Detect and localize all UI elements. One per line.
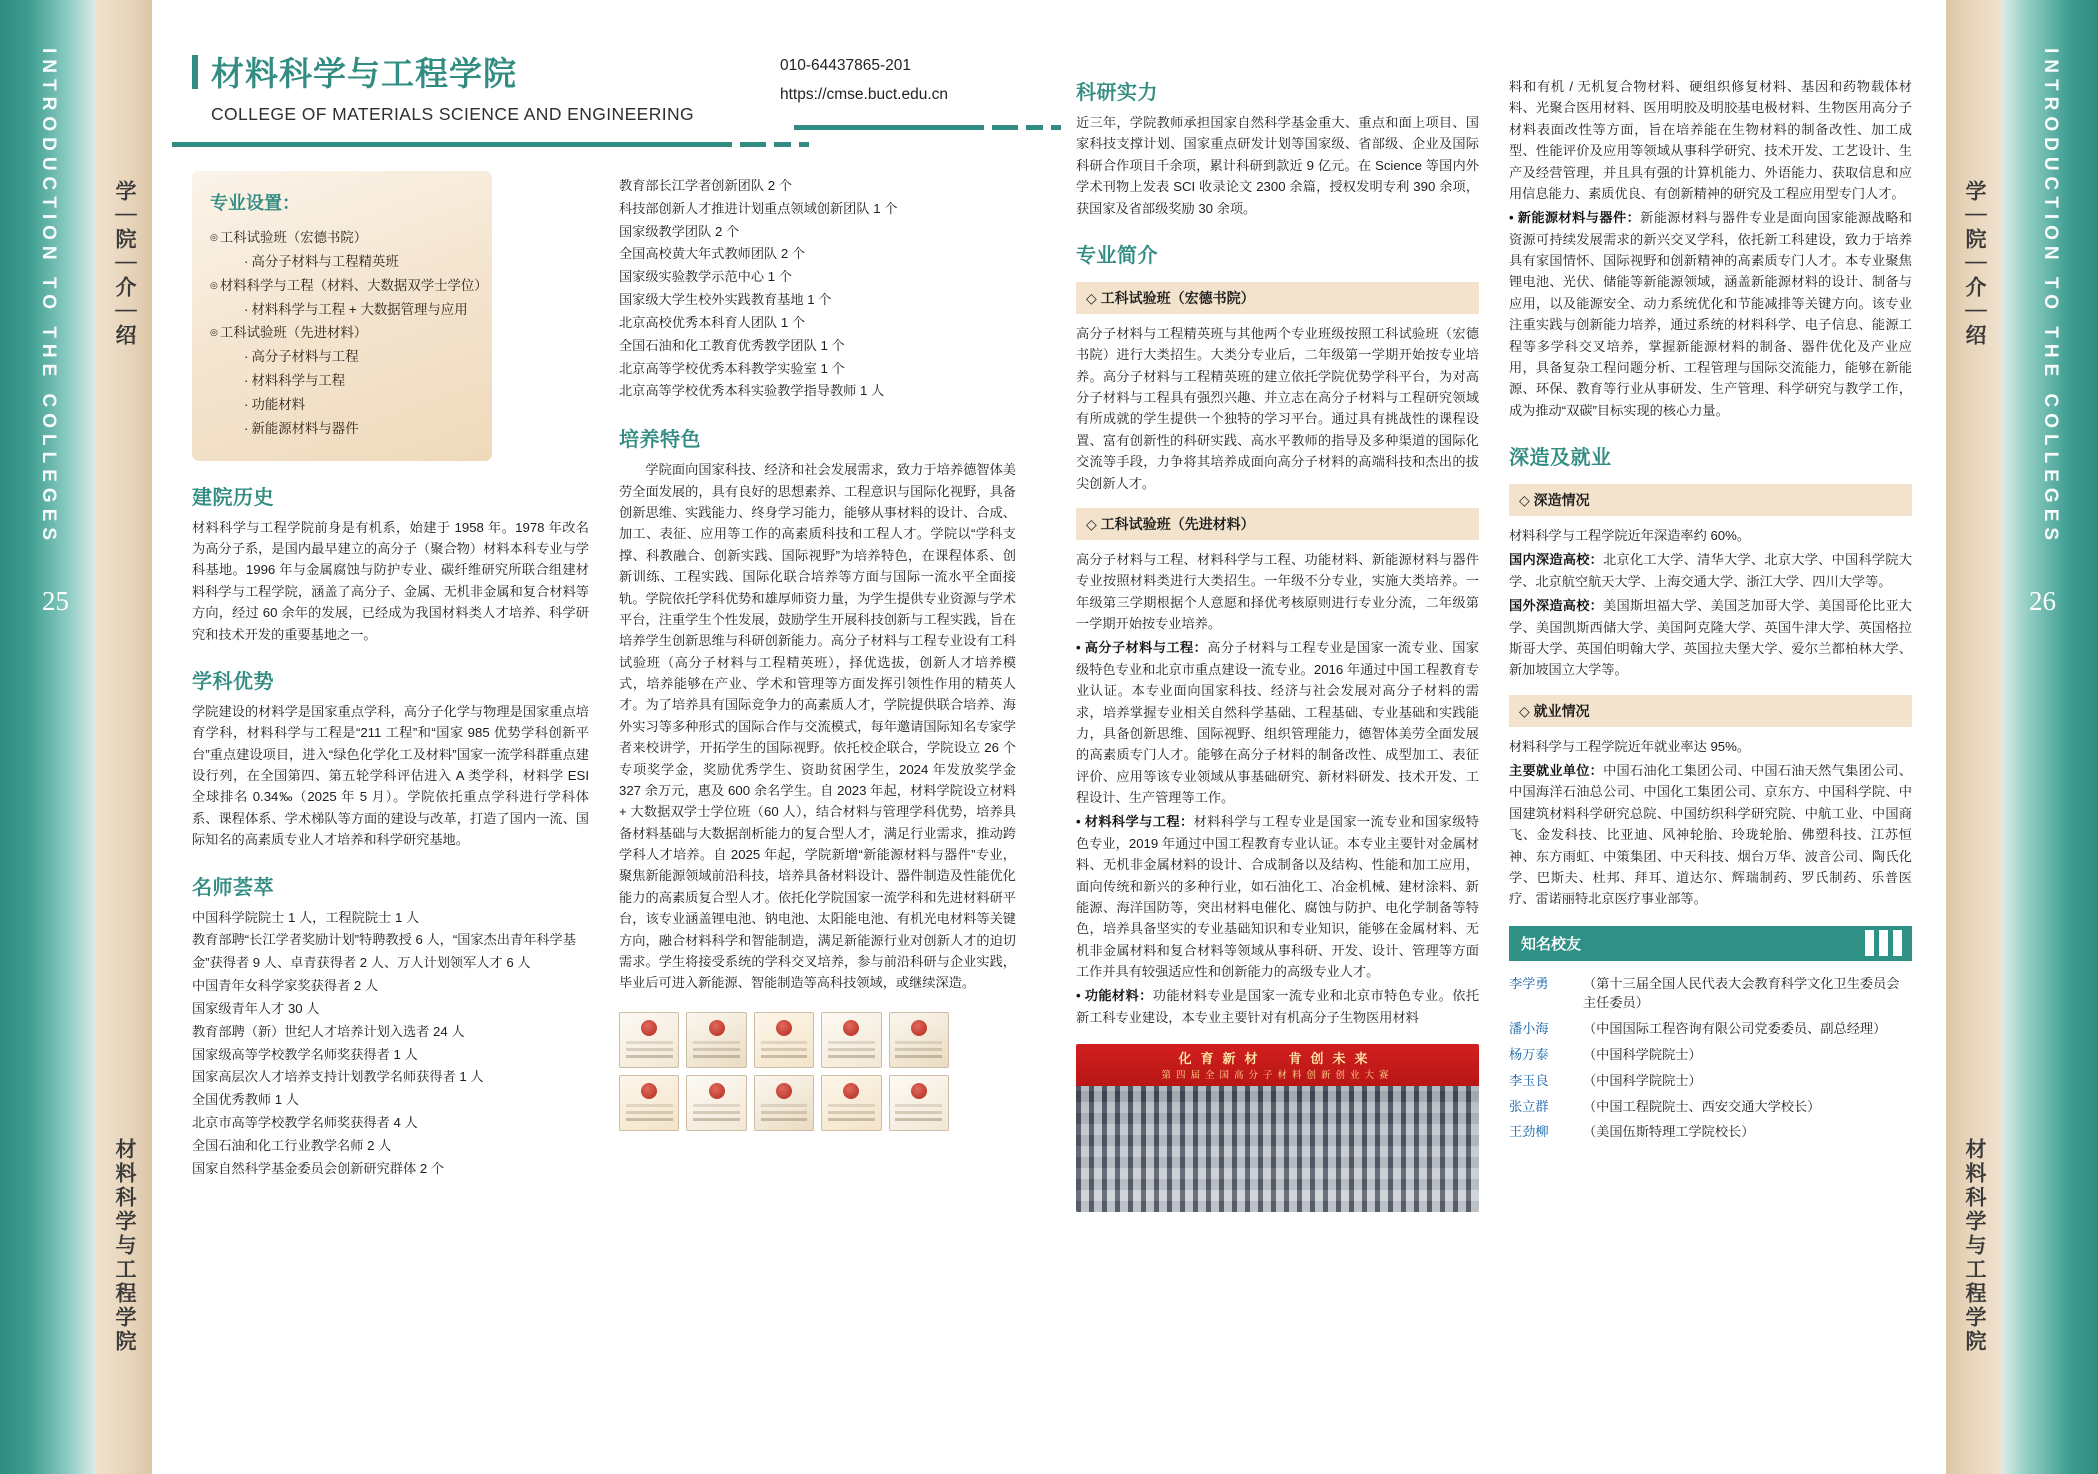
faculty-item: 全国石油和化工行业教学名师 2 人: [192, 1137, 392, 1153]
history-paragraph: 材料科学与工程学院前身是有机系，始建于 1958 年。1978 年改名为高分子系，是国内最早建立的高分子（聚合物）材料本科专业与学科基地。1996 年与金属腐蚀与防护专业、碳纤维研究所联合组建材料科学与工程学院，涵盖了高分子、金属、无机非金属和复合材料等方向，经过 60 余年的发展，已经成为我国材料类人才培养、科学研究和技术开发的重要基地之一。: [192, 519, 589, 642]
major-functional-text: 功能材料专业是国家一流专业和北京市特色专业。依托新工科专业建设，本专业主要针对有机高分子生物医用材料: [1076, 988, 1480, 1025]
certificate-thumb: [821, 1012, 881, 1068]
advantage-heading: 学科优势: [192, 670, 274, 693]
right-tan-strip: [1946, 0, 2002, 1474]
table-row: [1509, 971, 1912, 1017]
certificate-thumb: [619, 1012, 679, 1068]
contact-phone: 010-64437865-201: [780, 57, 912, 74]
photo-banner-line2: 第四届全国高分子材料创新创业大赛: [1161, 1070, 1394, 1082]
overseas-schools-text: 美国斯坦福大学、美国芝加哥大学、美国哥伦比亚大学、美国凯斯西储大学、美国阿克隆大学、英国牛津大学、英国格拉斯哥大学、英国伯明翰大学、英国拉夫堡大学、爱尔兰都柏林大学、新加坡国立大学等。: [1509, 598, 1912, 678]
faculty-item: 国家自然科学基金委员会创新研究群体 2 个: [192, 1160, 445, 1176]
right-page-column-2: [1509, 76, 1912, 1212]
alumni-band-dashes: [1865, 926, 1902, 961]
major-mse-title: • 材料科学与工程：: [1076, 814, 1194, 830]
header-rule: [172, 139, 1056, 149]
domestic-schools-text: 北京化工大学、清华大学、北京大学、中国科学院大学、北京航空航天大学、上海交通大学、浙江大学、四川大学等。: [1509, 552, 1912, 589]
major-item: · 材料科学与工程 + 大数据管理与应用: [210, 298, 474, 322]
faculty-heading: 名师荟萃: [192, 876, 274, 899]
title-accent-bar: [192, 55, 198, 89]
major-newenergy-title: • 新能源材料与器件：: [1509, 210, 1641, 226]
faculty-item: 国家级高等学校教学名师奖获得者 1 人: [192, 1046, 418, 1062]
major-newenergy-block: [1509, 207, 1912, 421]
certificate-thumb: [619, 1075, 679, 1131]
major-item: · 高分子材料与工程: [210, 345, 474, 369]
further-study-heading: 深造及就业: [1509, 447, 1612, 469]
table-row: [1509, 1119, 1912, 1145]
table-row: [1509, 1068, 1912, 1094]
major-item: ◎ 工科试验班（宏德书院）: [210, 226, 474, 250]
right-page-columns: [1056, 76, 1946, 1212]
left-tan-strip: [96, 0, 152, 1474]
certificate-thumb: [754, 1075, 814, 1131]
faculty-item: 国家级青年人才 30 人: [192, 1000, 320, 1016]
certificate-thumb: [889, 1075, 949, 1131]
major-item: ◎ 材料科学与工程（材料、大数据双学士学位）: [210, 274, 474, 298]
employers-label: 主要就业单位：: [1509, 763, 1604, 778]
alumni-name: 李玉良: [1509, 1072, 1549, 1088]
employers-block: [1509, 760, 1912, 910]
major-item: · 材料科学与工程: [210, 369, 474, 393]
group-photo: [1076, 1044, 1479, 1212]
faculty-item: 中国青年女科学家奖获得者 2 人: [192, 978, 379, 994]
major-polymer-block: [1076, 637, 1479, 808]
right-edge-strip: [2002, 0, 2098, 1474]
major-polymer-title: • 高分子材料与工程：: [1076, 640, 1208, 656]
majors-card: [192, 171, 492, 461]
employers-text: 中国石油化工集团公司、中国石油天然气集团公司、中国海洋石油总公司、中国化工集团公司、京东方、中国科学院、中国建筑材料科学研究总院、中国纺织科学研究院、中航工业、中国商飞、金发科技、比亚迪、风神轮胎、玲珑轮胎、佛塑科技、江苏恒神、东方雨虹、中策集团、中天科技、烟台万华、波音公司、陶氏化学、巴斯夫、杜邦、拜耳、道达尔、辉瑞制药、罗氏制药、乐普医疗、雷诺丽特北京医疗事业部等。: [1509, 763, 1912, 907]
faculty-item: 国家高层次人才培养支持计划教学名师获得者 1 人: [192, 1069, 484, 1085]
page-number-right: 26: [2029, 586, 2056, 616]
left-edge-strip: [0, 0, 96, 1474]
alumni-table: [1509, 971, 1912, 1146]
alumni-desc: （中国国际工程咨询有限公司党委委员、副总经理）: [1583, 1021, 1887, 1037]
photo-banner-line1: 化育新材 肯创未来: [1178, 1051, 1377, 1067]
table-row: [1509, 1094, 1912, 1120]
advantage-paragraph: 学院建设的材料学是国家重点学科，高分子化学与物理是国家重点培育学科，材料科学与工程是“211 工程”和“国家 985 优势学科创新平台”重点建设项目，进入“绿色化学化工及材料”国家一流学科群重点建设行列，在全国第四、第五轮学科评估进入 A 类学科，材料学 ESI 全球排名 0.34‰（2025 年 5 月）。学院依托重点学科进行学科体系、课程体系、学术梯队等方面的建设与改革，打造了国内一流、国际知名的高素质专业人才培养和科学研究基地。: [192, 703, 589, 848]
band-hongde-class: ◇ 工科试验班（宏德书院）: [1076, 282, 1479, 314]
band-advanced-materials-class: ◇ 工科试验班（先进材料）: [1076, 508, 1479, 540]
faculty-item: 教育部聘（新）世纪人才培养计划入选者 24 人: [192, 1023, 465, 1039]
certificate-thumb: [686, 1012, 746, 1068]
research-heading: 科研实力: [1076, 82, 1158, 104]
header-rule-solid: [172, 142, 732, 147]
overseas-schools-label: 国外深造高校：: [1509, 598, 1604, 614]
training-paragraph: 学院面向国家科技、经济和社会发展需求，致力于培养德智体美劳全面发展的，具有良好的思想素养、工程意识与国际化视野，具备创新思维、实践能力、终身学习能力，能够从事材料的设计、合成、加工、表征、应用等工作的高素质科技和工程人才。学院以“学科支撑、科教融合、创新实践、国际视野”为培养特色，在课程体系、创新训练、工程实践、国际化联合培养等方面与国际一流水平全面接轨。学院依托学科优势和雄厚师资力量，为学生提供专业资源与学术平台，注重学生个性发展，鼓励学生开展科技创新与工程实践，旨在培养学生创新思维与科研创新能力。高分子材料与工程专业设有工科试验班（高分子材料与工程精英班），择优选拔，创新人才培养模式，培养能够在产业、学术和管理等方面发挥引领性作用的精英人才。为了培养具有国际竞争力的高素质人才，学院提供联合培养、海外实习等多种形式的国际合作与交流模式，每年邀请国际知名专家学者来校讲学，开拓学生的国际视野。依托校企联合，学院设立 26 个专项奖学金，奖励优秀学生、资助贫困学生，2024 年发放奖学金 327 余万元，惠及 600 余名学生。自 2023 年起，材料学院设立材料 + 大数据双学士学位班（60 人），结合材料与管理学科优势，培养具备材料基础与大数据剖析能力的复合型人才，满足行业需求，推动跨学科人才培养。自 2025 年起，学院新增“新能源材料与器件”专业，聚焦新能源领域前沿科技，培养具备材料设计、器件制造及性能优化能力的高素质复合型人才。依托化学院国家一流学科和先进材料研平台，该专业涵盖锂电池、钠电池、太阳能电池、有机光电材料等关键方向，融合材料科学和智能制造，满足新能源行业对创新人才的迫切需求。学生将接受系统的学科交叉培养，参与前沿科研与企业实践，毕业后可进入新能源、智能制造等高科技领域，或继续深造。: [619, 462, 1016, 991]
faculty-item: 全国优秀教师 1 人: [192, 1092, 299, 1108]
contact-website: https://cmse.buct.edu.cn: [780, 85, 949, 103]
page-right: [1056, 0, 1946, 1474]
left-tan-college-label: 材料科学与工程学院: [113, 1138, 136, 1354]
faculty-item: 北京市高等学校教学名师奖获得者 4 人: [192, 1115, 418, 1131]
header-rule-dash-3: [799, 142, 809, 147]
alumni-name: 潘小海: [1509, 1021, 1549, 1037]
right-rule-solid: [794, 125, 984, 130]
title-cn-text: 材料科学与工程学院: [211, 55, 517, 92]
major-item: · 功能材料: [210, 393, 474, 417]
domestic-schools-label: 国内深造高校：: [1509, 552, 1604, 568]
band-employment: ◇ 就业情况: [1509, 695, 1912, 727]
team-item: 北京高等学校优秀本科实验教学指导教师 1 人: [619, 383, 885, 399]
team-item: 国家级实验教学示范中心 1 个: [619, 269, 792, 285]
right-tan-section-label: 学｜院｜介｜绍: [1963, 180, 1986, 348]
right-tan-college-label: 材料科学与工程学院: [1963, 1138, 1986, 1354]
faculty-list: [192, 907, 589, 1181]
faculty-item: 中国科学院院士 1 人，工程院院士 1 人: [192, 909, 420, 925]
major-newenergy-text: 新能源材料与器件专业是面向国家能源战略和资源可持续发展需求的新兴交叉学科，依托新工科建设，致力于培养具有家国情怀、国际视野和创新精神的高素质专门人才。本专业聚焦锂电池、光伏、储能等新能源领域，涵盖新能源材料的设计、制备与应用，以及能源安全、动力系统优化和节能减排等关键方向。该专业注重实践与创新能力培养，通过系统的材料科学、电子信息、能源工程等多学科交叉培养，掌握新能源材料的制备、器件优化及产业应用，具备复杂工程问题分析、工程管理与国际交流能力，能够在新能源、环保、教育等行业从事研发、生产管理、科学研究与教学工作，成为推动“双碳”目标实现的核心力量。: [1509, 210, 1912, 418]
majors-list: [210, 226, 488, 441]
team-item: 国家级教学团队 2 个: [619, 223, 740, 239]
contact-block: [780, 52, 948, 109]
left-page-columns: [152, 171, 1056, 1181]
certificates-gallery: [619, 1012, 949, 1131]
title-en-text: COLLEGE OF MATERIALS SCIENCE AND ENGINEERING: [211, 104, 695, 124]
alumni-heading-band: [1509, 926, 1912, 961]
alumni-name: 李学勇: [1509, 975, 1549, 991]
major-mse-text: 材料科学与工程专业是国家一流专业和国家级特色专业，2019 年通过中国工程教育专业认证。本专业主要针对金属材料、无机非金属材料的设计、合成制备以及结构、性能和加工应用，面向传统和新兴的多种行业，如石油化工、冶金机械、建材涂料、新能源、海洋国防等，突出材料电催化、腐蚀与防护、电化学制备等特色，培养具备坚实的专业基础知识和专业知识，能够在金属材料、无机非金属材料和复合材料等领域从事科研、开发、设计、管理等方面工作并具有较强适应性和创新能力的高级专业人才。: [1076, 814, 1479, 979]
band-further-study: ◇ 深造情况: [1509, 484, 1912, 516]
major-item: · 新能源材料与器件: [210, 417, 474, 441]
overseas-schools-block: [1509, 595, 1912, 681]
history-heading: 建院历史: [192, 486, 274, 509]
alumni-name: 张立群: [1509, 1098, 1549, 1114]
team-item: 教育部长江学者创新团队 2 个: [619, 178, 792, 193]
right-page-column-1: [1076, 76, 1479, 1212]
team-item: 北京高等学校优秀本科教学实验室 1 个: [619, 360, 845, 376]
alumni-desc: （第十三届全国人民代表大会教育科学文化卫生委员会主任委员）: [1583, 975, 1900, 1011]
page-number-left: 25: [42, 586, 69, 616]
teams-list: [619, 175, 1016, 403]
header-rule-dash-2: [774, 142, 791, 147]
domestic-schools-block: [1509, 549, 1912, 592]
certificate-thumb: [889, 1012, 949, 1068]
certificate-thumb: [686, 1075, 746, 1131]
majors-intro-heading: 专业简介: [1076, 244, 1158, 267]
major-functional-title: • 功能材料：: [1076, 988, 1153, 1004]
right-rule-dash-3: [1051, 125, 1061, 130]
hongde-class-text: 高分子材料与工程精英班与其他两个专业班级按照工科试验班（宏德书院）进行大类招生。大类分专业后，二年级第一学期开始按专业培养。高分子材料与工程精英班的建立依托学院优势学科平台，为对高分子材料与工程具有强烈兴趣、并立志在高分子材料与工程研究领域有所成就的学生提供一个独特的学习平台。通过具有挑战性的课程设置、富有创新性的科研实践、高水平教师的指导及多种渠道的国际化交流等手段，力争将其培养成面向高分子材料的高端科技和杰出的拔尖创新人才。: [1076, 325, 1479, 491]
certificate-thumb: [754, 1012, 814, 1068]
team-item: 科技部创新人才推进计划重点领域创新团队 1 个: [619, 200, 898, 216]
left-edge-series-text: INTRODUCTION TO THE COLLEGES: [38, 48, 59, 547]
right-rule-dash-2: [1026, 125, 1043, 130]
employment-rate: 材料科学与工程学院近年就业率达 95%。: [1509, 738, 1751, 754]
team-item: 全国石油和化工教育优秀教学团队 1 个: [619, 337, 845, 353]
alumni-name: 杨万泰: [1509, 1047, 1549, 1063]
alumni-desc: （中国工程院院士、西安交通大学校长）: [1583, 1098, 1821, 1114]
major-item: ◎ 工科试验班（先进材料）: [210, 321, 474, 345]
page-left: [152, 0, 1056, 1474]
team-item: 北京高校优秀本科育人团队 1 个: [619, 314, 806, 330]
right-rule-dash-1: [992, 125, 1018, 130]
major-functional-block: [1076, 985, 1479, 1028]
team-item: 国家级大学生校外实践教育基地 1 个: [619, 292, 832, 308]
header-rule-dash-1: [740, 142, 766, 147]
major-polymer-text: 高分子材料与工程专业是国家一流专业、国家级特色专业和北京市重点建设一流专业。2016 年通过中国工程教育专业认证。本专业面向国家科技、经济与社会发展对高分子材料的需求，培养掌握专业相关自然科学基础、工程基础、专业基础和实践能力，具备创新思维、国际视野、组织管理能力，德智体美劳全面发展的高素质专门人才。能够在高分子材料的制备改性、成型加工、表征评价、应用等该专业领域从事基础研究、新材料研发、技术开发、工程设计、生产管理等工作。: [1076, 640, 1479, 805]
alumni-desc: （中国科学院院士）: [1583, 1072, 1702, 1088]
research-paragraph: 近三年，学院教师承担国家自然科学基金重大、重点和面上项目、国家科技支撑计划、国家重点研发计划等国家级、省部级、企业及国际科研合作项目千余项，累计科研到款近 9 亿元。在 Science 等国内外学术刊物上发表 SCI 收录论文 2300 余篇，授权发明专利 390 余项，获国家及省部级奖励 30 余项。: [1076, 115, 1479, 216]
certificate-thumb: [821, 1075, 881, 1131]
alumni-desc: （中国科学院院士）: [1583, 1047, 1702, 1063]
major-mse-block: [1076, 811, 1479, 982]
photo-crowd: [1076, 1086, 1479, 1212]
left-tan-section-label: 学｜院｜介｜绍: [113, 180, 136, 348]
faculty-item: 教育部聘“长江学者奖励计划”特聘教授 6 人，“国家杰出青年科学基金”获得者 9 人、卓青获得者 2 人、万人计划领军人才 6 人: [192, 932, 576, 971]
right-edge-series-text: INTRODUCTION TO THE COLLEGES: [2040, 48, 2061, 547]
alumni-desc: （美国伍斯特理工学院校长）: [1583, 1124, 1755, 1140]
left-page-column-1: [192, 171, 589, 1181]
further-study-rate: 材料科学与工程学院近年深造率约 60%。: [1509, 528, 1751, 543]
table-row: [1509, 1042, 1912, 1068]
major-item: · 高分子材料与工程精英班: [210, 250, 474, 274]
functional-continuation-paragraph: 料和有机 / 无机复合物材料、硬组织修复材料、基因和药物载体材料、光聚合医用材料、医用明胶及明胶基电极材料、生物医用高分子材料表面改性等方面，旨在培养能在生物材料的制备改性、加工成型、性能评价及应用等领域从事科学研究、技术开发、工艺设计、生产及经营管理，并且具有强的计算机能力、外语能力、获取信息和应用信息能力、素质优良、有创新精神的研究及工程应用型专门人才。: [1509, 79, 1912, 201]
table-row: [1509, 1016, 1912, 1042]
team-item: 全国高校黄大年式教师团队 2 个: [619, 246, 806, 262]
photo-banner: [1076, 1044, 1479, 1086]
left-page-column-2: [619, 171, 1016, 1181]
majors-card-title: 专业设置：: [210, 193, 300, 213]
advanced-materials-class-text: 高分子材料与工程、材料科学与工程、功能材料、新能源材料与器件专业按照材料类进行大类招生。一年级不分专业，实施大类培养。一年级第三学期根据个人意愿和择优考核原则进行专业分流，二年级第一学期开始按专业培养。: [1076, 551, 1479, 631]
training-heading: 培养特色: [619, 429, 701, 452]
alumni-name: 王劲柳: [1509, 1124, 1549, 1140]
right-page-header-rule: [794, 125, 1061, 130]
alumni-heading-text: 知名校友: [1521, 935, 1582, 953]
